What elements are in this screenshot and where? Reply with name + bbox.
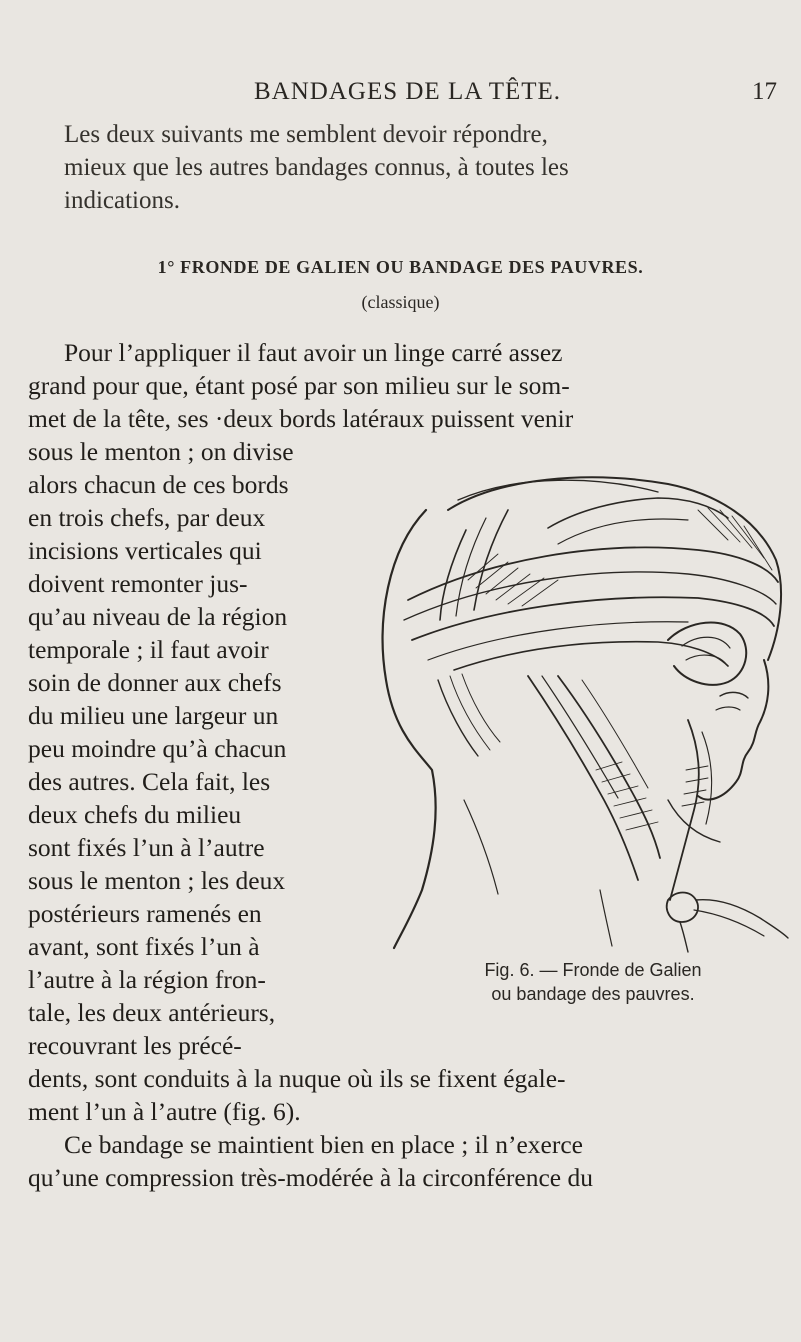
text-line: postérieurs ramenés en <box>28 899 262 928</box>
head-bandage-illustration <box>368 470 793 955</box>
text-line: indications. <box>64 187 180 214</box>
text-line: avant, sont fixés l’un à <box>28 932 260 961</box>
text-line: ment l’un à l’autre (fig. 6). <box>28 1097 301 1126</box>
intro-paragraph <box>64 118 740 217</box>
text-line: sous le menton ; les deux <box>28 866 286 895</box>
text-line: alors chacun de ces bords <box>28 470 289 499</box>
figure-caption-line: ou bandage des pauvres. <box>491 984 695 1004</box>
section-subheading: (classique) <box>361 292 440 312</box>
text-line: doivent remonter jus- <box>28 569 248 598</box>
text-line: du milieu une largeur un <box>28 701 279 730</box>
text-line: qu’une compression très-modérée à la circonférence du <box>28 1163 593 1192</box>
text-line: sont fixés l’un à l’autre <box>28 833 265 862</box>
text-line: qu’au niveau de la région <box>28 602 288 631</box>
figure-caption-line: Fig. 6. — Fronde de Galien <box>484 960 702 980</box>
text-line: Pour l’appliquer il faut avoir un linge carré assez <box>64 338 563 367</box>
page-number: 17 <box>752 78 777 105</box>
text-line: soin de donner aux chefs <box>28 668 282 697</box>
text-line: Ce bandage se maintient bien en place ; il n’exerce <box>64 1130 583 1159</box>
text-line: peu moindre qu’à chacun <box>28 734 287 763</box>
text-line: Les deux suivants me semblent devoir répondre, <box>64 121 548 148</box>
text-line: mieux que les autres bandages connus, à toutes les <box>64 154 569 181</box>
text-line: deux chefs du milieu <box>28 800 242 829</box>
running-head-title: BANDAGES DE LA TÊTE. <box>254 78 562 105</box>
text-line: sous le menton ; on divise <box>28 437 294 466</box>
text-line: recouvrant les précé- <box>28 1031 242 1060</box>
text-line: tale, les deux antérieurs, <box>28 998 276 1027</box>
text-line: met de la tête, ses ·deux bords latéraux puissent venir <box>28 404 574 433</box>
text-line: dents, sont conduits à la nuque où ils se fixent égale- <box>28 1064 566 1093</box>
section-heading: 1° FRONDE DE GALIEN OU BANDAGE DES PAUVRES. <box>157 257 644 277</box>
text-line: l’autre à la région fron- <box>28 965 266 994</box>
text-line: grand pour que, étant posé par son milieu sur le som- <box>28 371 570 400</box>
text-line: incisions verticales qui <box>28 536 262 565</box>
text-line: en trois chefs, par deux <box>28 503 266 532</box>
text-line: des autres. Cela fait, les <box>28 767 271 796</box>
text-line: temporale ; il faut avoir <box>28 635 269 664</box>
figure-caption <box>388 958 798 1006</box>
